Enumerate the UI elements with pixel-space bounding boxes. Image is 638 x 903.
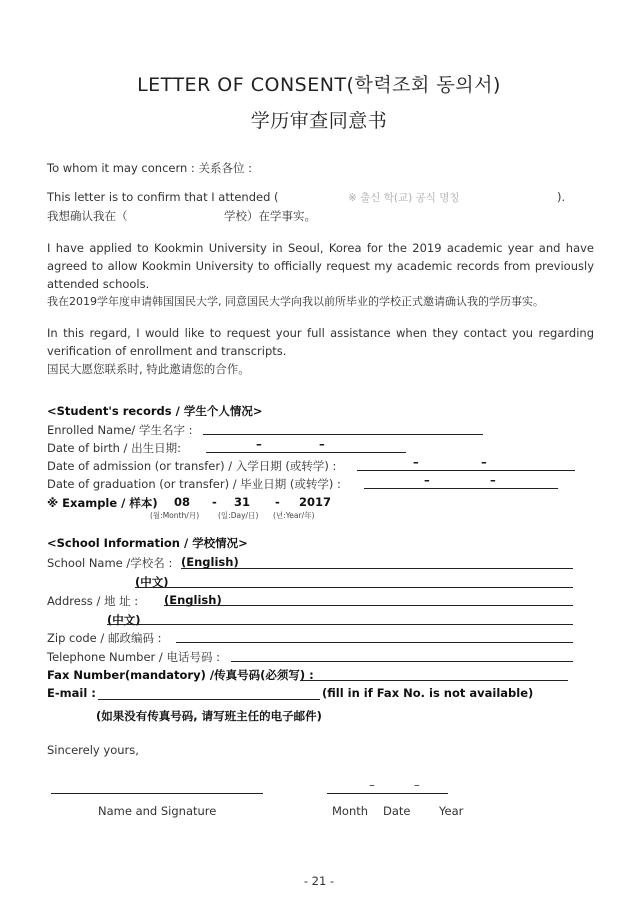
school-name-chinese-label: (中文) xyxy=(135,575,169,589)
telephone-field[interactable] xyxy=(231,661,573,662)
graduation-dash-1: – xyxy=(424,473,430,487)
closing: Sincerely yours, xyxy=(47,743,139,757)
applied-text-zh: 我在2019学年度申请韩国国民大学, 同意国民大学向我以前所毕业的学校正式邀请确认我的学历事实。 xyxy=(47,295,544,308)
school-name-chinese-field[interactable] xyxy=(135,587,573,588)
regard-text-zh: 国民大愿您联系时, 特此邀请您的合作。 xyxy=(47,362,250,376)
example-year-note: (년:Year/年) xyxy=(273,511,315,520)
graduation-label: Date of graduation (or transfer) / 毕业日期 (或转学) : xyxy=(47,477,341,491)
example-label: ※ Example / 样本) xyxy=(47,496,158,510)
date-field[interactable] xyxy=(327,793,448,794)
applied-line-3: attended schools. xyxy=(47,277,150,291)
fax-note-zh: (如果没有传真号码, 请写班主任的电子邮件) xyxy=(96,709,322,723)
example-year: 2017 xyxy=(299,495,332,509)
document-title-zh: 学历审查同意书 xyxy=(250,110,388,132)
applied-line-1: I have applied to Kookmin University in Seoul, Korea for the 2019 academic year and have xyxy=(47,241,594,255)
zip-field[interactable] xyxy=(176,642,573,643)
regard-line-2: verification of enrollment and transcripts. xyxy=(47,344,287,358)
example-month-note: (월:Month/月) xyxy=(150,511,200,520)
dob-label: Date of birth / 出生日期: xyxy=(47,441,181,455)
page-number: - 21 - xyxy=(303,874,335,888)
date-dash-1: – xyxy=(369,778,375,792)
example-sep-2: - xyxy=(275,495,280,509)
address-chinese-field[interactable] xyxy=(107,624,573,625)
school-name-placeholder: ※ 출신 학(교) 공식 명칭 xyxy=(348,192,460,204)
example-day: 31 xyxy=(234,495,251,509)
zip-label: Zip code / 邮政编码 : xyxy=(47,631,162,645)
document-title-en: LETTER OF CONSENT(학력조회 동의서) xyxy=(137,74,501,96)
applied-line-2: agreed to allow Kookmin University to officially request my academic records from previously xyxy=(47,259,594,273)
admission-label: Date of admission (or transfer) / 入学日期 (或转学) : xyxy=(47,459,337,473)
year-label: Year xyxy=(439,804,464,818)
email-field[interactable] xyxy=(98,699,320,700)
confirm-text-zh-suffix: 学校）在学事实。 xyxy=(224,209,316,223)
address-label: Address / 地 址 : xyxy=(47,594,139,608)
school-name-english-label: (English) xyxy=(181,555,239,569)
address-english-label: (English) xyxy=(164,593,222,607)
dob-field[interactable] xyxy=(206,452,406,453)
fax-label: Fax Number(mandatory) /传真号码(必须写) : xyxy=(47,668,314,682)
signature-label: Name and Signature xyxy=(98,804,217,818)
school-info-heading: <School Information / 学校情况> xyxy=(47,536,248,550)
month-label: Month xyxy=(332,804,369,818)
confirm-suffix: ). xyxy=(557,190,566,204)
example-day-note: (일:Day/日) xyxy=(218,511,259,520)
fax-field[interactable] xyxy=(300,680,568,681)
signature-field[interactable] xyxy=(51,793,263,794)
address-english-field[interactable] xyxy=(164,605,573,606)
school-name-english-field[interactable] xyxy=(181,568,573,569)
graduation-dash-2: – xyxy=(490,473,496,487)
confirm-text-zh-prefix: 我想确认我在（ xyxy=(47,209,128,223)
confirm-text-en: This letter is to confirm that I attended ( xyxy=(47,190,279,204)
example-sep-1: - xyxy=(212,495,217,509)
email-note: (fill in if Fax No. is not available) xyxy=(322,686,534,700)
enrolled-name-field[interactable] xyxy=(203,434,483,435)
salutation: To whom it may concern : 关系各位 : xyxy=(47,161,252,175)
graduation-field[interactable] xyxy=(364,488,558,489)
admission-dash-1: – xyxy=(413,455,419,469)
date-dash-2: – xyxy=(414,778,420,792)
admission-field[interactable] xyxy=(357,470,575,471)
date-label: Date xyxy=(383,804,411,818)
address-chinese-label: (中文) xyxy=(107,613,141,627)
regard-line-1: In this regard, I would like to request your full assistance when they contact you regarding xyxy=(47,326,594,340)
dob-dash-2: – xyxy=(319,437,325,451)
example-month: 08 xyxy=(174,495,191,509)
telephone-label: Telephone Number / 电话号码 : xyxy=(47,650,220,664)
student-records-heading: <Student's records / 学生个人情况> xyxy=(47,404,263,418)
enrolled-name-label: Enrolled Name/ 学生名字 : xyxy=(47,423,193,437)
email-label: E-mail : xyxy=(47,686,96,700)
dob-dash-1: – xyxy=(256,437,262,451)
admission-dash-2: – xyxy=(481,455,487,469)
school-name-label: School Name /学校名 : xyxy=(47,556,173,570)
